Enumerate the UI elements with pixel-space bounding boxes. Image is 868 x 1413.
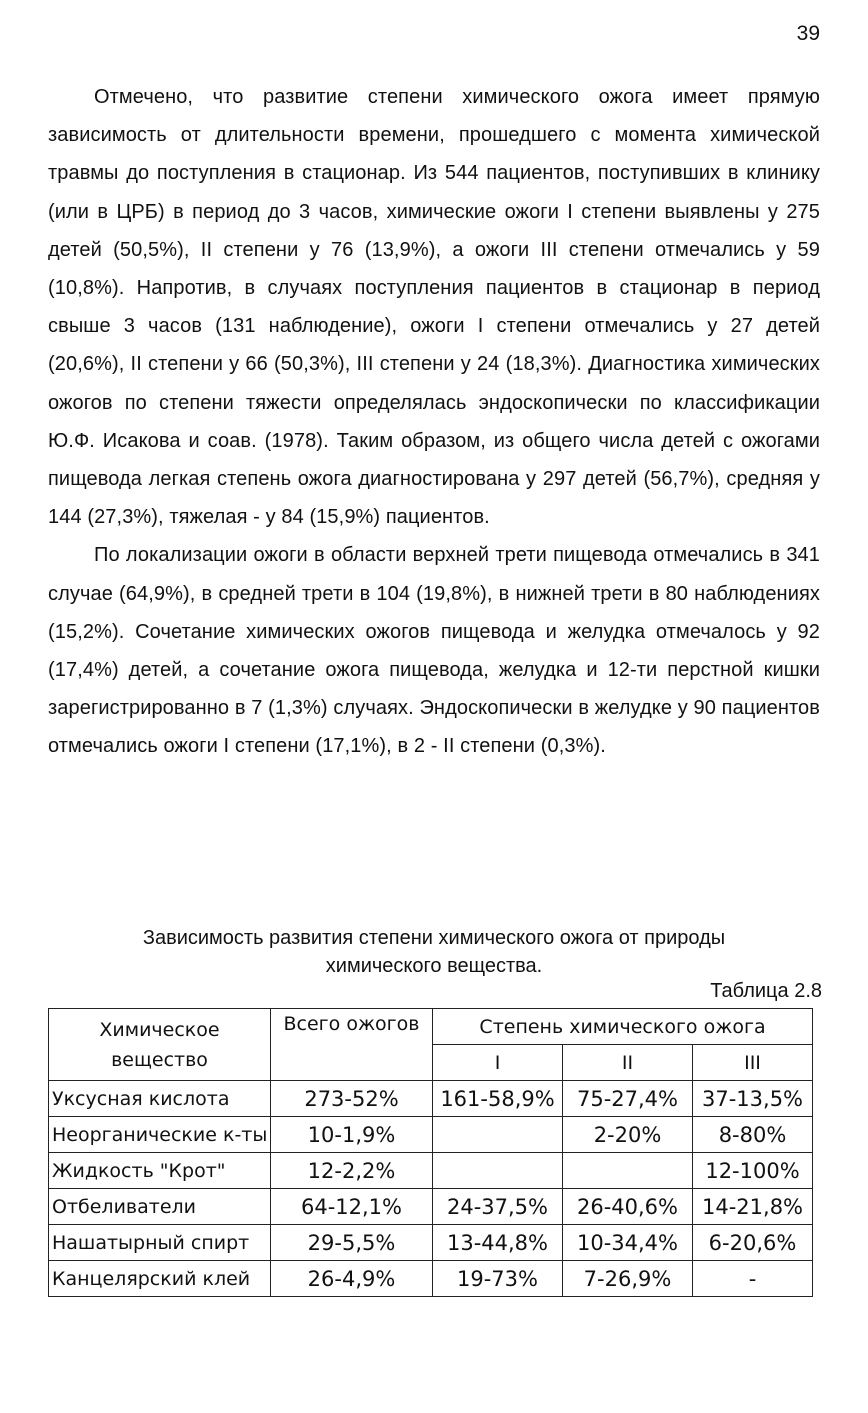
cell-substance: Уксусная кислота (49, 1081, 271, 1117)
cell-degree-3: 14-21,8% (693, 1189, 813, 1225)
cell-degree-1: 161-58,9% (433, 1081, 563, 1117)
cell-total: 29-5,5% (271, 1225, 433, 1261)
cell-total: 26-4,9% (271, 1261, 433, 1297)
table-row (49, 1081, 813, 1117)
cell-degree-1 (433, 1153, 563, 1189)
body-text (48, 78, 820, 766)
paragraph: По локализации ожоги в области верхней трети пищевода отмечались в 341 случае (64,9%), в средней трети в 104 (19,8%), в нижней трети в 80 наблюдениях (15,2%). Сочетание химических ожогов пищевода и желудка отмечалось у 92 (17,4%) детей, а сочетание ожога пищевода, желудка и 12-ти перстной кишки зарегистрированно в 7 (1,3%) случаях. Эндоскопически в желудке у 90 пациентов отмечались ожоги I степени (17,1%), в 2 - II степени (0,3%). (48, 544, 820, 758)
table-row (49, 1261, 813, 1297)
cell-substance: Жидкость "Крот" (49, 1153, 271, 1189)
cell-substance: Неорганические к-ты (49, 1117, 271, 1153)
cell-degree-3: 37-13,5% (693, 1081, 813, 1117)
header-degree-3: III (693, 1045, 813, 1081)
cell-total: 64-12,1% (271, 1189, 433, 1225)
table-caption-line: Зависимость развития степени химического ожога от природы (142, 927, 726, 949)
cell-degree-3: 12-100% (693, 1153, 813, 1189)
cell-total: 273-52% (271, 1081, 433, 1117)
cell-degree-2: 10-34,4% (563, 1225, 693, 1261)
cell-degree-1: 24-37,5% (433, 1189, 563, 1225)
cell-degree-2: 7-26,9% (563, 1261, 693, 1297)
cell-degree-3: 6-20,6% (693, 1225, 813, 1261)
cell-degree-1: 19-73% (433, 1261, 563, 1297)
header-degree: Степень химического ожога (433, 1009, 813, 1045)
header-total: Всего ожогов (271, 1009, 433, 1081)
table-row (49, 1189, 813, 1225)
table-row (49, 1225, 813, 1261)
cell-substance: Канцелярский клей (49, 1261, 271, 1297)
cell-total: 12-2,2% (271, 1153, 433, 1189)
cell-total: 10-1,9% (271, 1117, 433, 1153)
cell-degree-2 (563, 1153, 693, 1189)
cell-substance: Нашатырный спирт (49, 1225, 271, 1261)
header-substance: Химическое вещество (49, 1009, 271, 1081)
cell-degree-2: 26-40,6% (563, 1189, 693, 1225)
table-number: Таблица 2.8 (710, 980, 822, 1002)
cell-degree-2: 2-20% (563, 1117, 693, 1153)
table-row (49, 1117, 813, 1153)
header-degree-1: I (433, 1045, 563, 1081)
page-number: 39 (796, 22, 820, 45)
table-caption (48, 924, 820, 980)
table-caption-line: химического вещества. (325, 955, 543, 977)
header-degree-2: II (563, 1045, 693, 1081)
cell-degree-3: 8-80% (693, 1117, 813, 1153)
cell-degree-1 (433, 1117, 563, 1153)
cell-degree-1: 13-44,8% (433, 1225, 563, 1261)
cell-substance: Отбеливатели (49, 1189, 271, 1225)
table-header-row (49, 1009, 813, 1045)
data-table (48, 1008, 813, 1297)
paragraph: Отмечено, что развитие степени химического ожога имеет прямую зависимость от длительности времени, прошедшего с момента химической травмы до поступления в стационар. Из 544 пациентов, поступивших в клинику (или в ЦРБ) в период до 3 часов, химические ожоги I степени выявлены у 275 детей (50,5%), II степени у 76 (13,9%), а ожоги III степени отмечались у 59 (10,8%). Напротив, в случаях поступления пациентов в стационар в период свыше 3 часов (131 наблюдение), ожоги I степени отмечались у 27 детей (20,6%), II степени у 66 (50,3%), III степени у 24 (18,3%). Диагностика химических ожогов по степени тяжести определялась эндоскопически по классификации Ю.Ф. Исакова и соав. (1978). Таким образом, из общего числа детей с ожогами пищевода легкая степень ожога диагностирована у 297 детей (56,7%), средняя у 144 (27,3%), тяжелая - у 84 (15,9%) пациентов. (48, 86, 820, 529)
cell-degree-2: 75-27,4% (563, 1081, 693, 1117)
cell-degree-3: - (693, 1261, 813, 1297)
table-row (49, 1153, 813, 1189)
